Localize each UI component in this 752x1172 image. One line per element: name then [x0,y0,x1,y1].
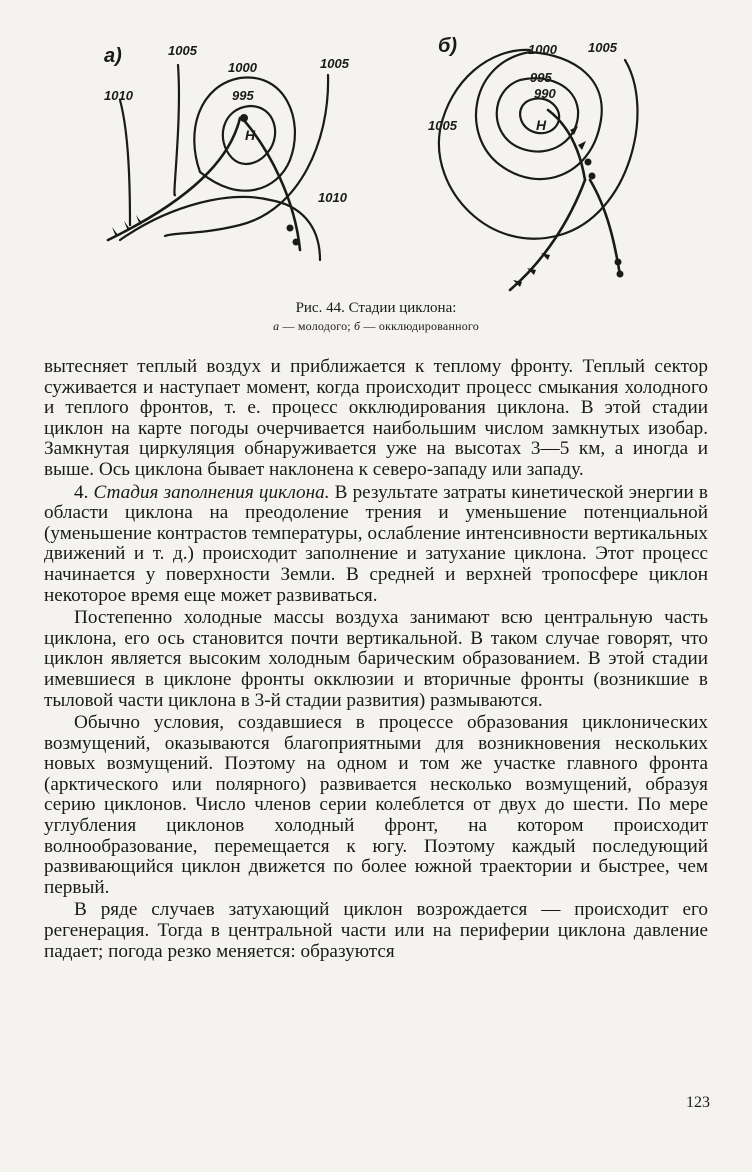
paragraph-2-title: Стадия заполнения циклона. [93,481,330,503]
figure-caption [0,298,752,334]
caption-a-letter: а [273,319,280,333]
panel-b [428,35,637,290]
paragraph-5: В ряде случаев затухающий циклон возрождается — происходит его регенерация. Тогда в центральной части или на периферии циклона давление падает; погода резко меняется: образуются [44,899,708,962]
caption-b-letter: б [354,319,361,333]
panel-a-letter: а) [104,45,122,67]
paragraph-3: Постепенно холодные массы воздуха занимают всю центральную часть циклона, его ось становится почти вертикальной. В таком случае говорят, что циклон является высоким холодным барическим образованием. В этой стадии имевшиеся в циклоне фронты окклюзии и вторичные фронты (возникшие в тыловой части циклона в 3-й стадии развития) размываются. [44,607,708,711]
panel-b-label-995: 995 [530,70,552,85]
paragraph-2-lead: 4. [74,481,94,503]
paragraph-1: вытесняет теплый воздух и приближается к теплому фронту. Теплый сектор суживается и наступает момент, когда происходит процесс смыкания холодного и теплого фронтов, т. е. процесс окклюдирования циклона. В этой стадии циклон на карте погоды очерчивается наибольшим числом замкнутых изобар. Замкнутая циркуляция обнаруживается уже на высотах 3—5 км, а иногда и выше. Ось циклона бывает наклонена к северо-западу или западу. [44,356,708,480]
panel-b-label-1000: 1000 [528,42,557,57]
panel-a-cold-front [108,118,240,240]
panel-a-center: Н [245,127,256,143]
panel-a-isobar-1010-left [120,100,130,225]
panel-a-label-1005: 1005 [168,43,197,58]
panel-b-center: Н [536,117,547,133]
panel-a-label-1010: 1010 [104,88,133,103]
caption-title: Рис. 44. Стадии циклона: [295,300,457,316]
panel-a [104,43,350,260]
paragraph-2-text: В результате затраты кинетической энергии в области циклона на преодоление трения и уменьшение потенциальной (уменьшение контрастов температуры, ослабление интенсивности вертикальных движений и т. д.) происходит заполнение и затухание циклона. Этот процесс начинается у поверхности Земли. В средней и верхней тропосфере циклон некоторое время еще может развиваться. [44,481,708,606]
panel-a-label-1000: 1000 [228,60,257,75]
page-number: 123 [686,1094,710,1111]
panel-b-letter: б) [438,35,458,57]
panel-a-label-1005-right: 1005 [320,56,349,71]
panel-a-label-1010-right: 1010 [318,190,347,205]
body-text [44,357,708,962]
panel-a-isobar-1005-outer [174,65,179,195]
panel-b-cold-front [510,180,585,290]
paragraph-2 [44,483,708,607]
caption-subtitle [0,318,752,334]
caption-a-text: — молодого; [279,319,355,333]
panel-b-label-990: 990 [534,86,556,101]
paragraph-4: Обычно условия, создавшиеся в процессе образования циклонических возмущений, оказываются благоприятными для возникновения нескольких новых возмущений. Поэтому на одном и том же участке главного фронта (арктического или полярного) развивается несколько возмущений, образуя серию циклонов. Число членов серии колеблется от двух до шести. По мере углубления циклонов холодный фронт, на котором происходит волнообразование, перемещается к югу. Поэтому каждый последующий развивающийся циклон движется по более южной траектории и быстрее, чем первый. [44,712,708,898]
panel-a-label-995: 995 [232,88,254,103]
cyclone-stages-figure [0,0,752,300]
caption-b-text: — окклюдированного [360,319,479,333]
panel-b-label-1005-left: 1005 [428,118,457,133]
panel-b-label-1005-top: 1005 [588,40,617,55]
